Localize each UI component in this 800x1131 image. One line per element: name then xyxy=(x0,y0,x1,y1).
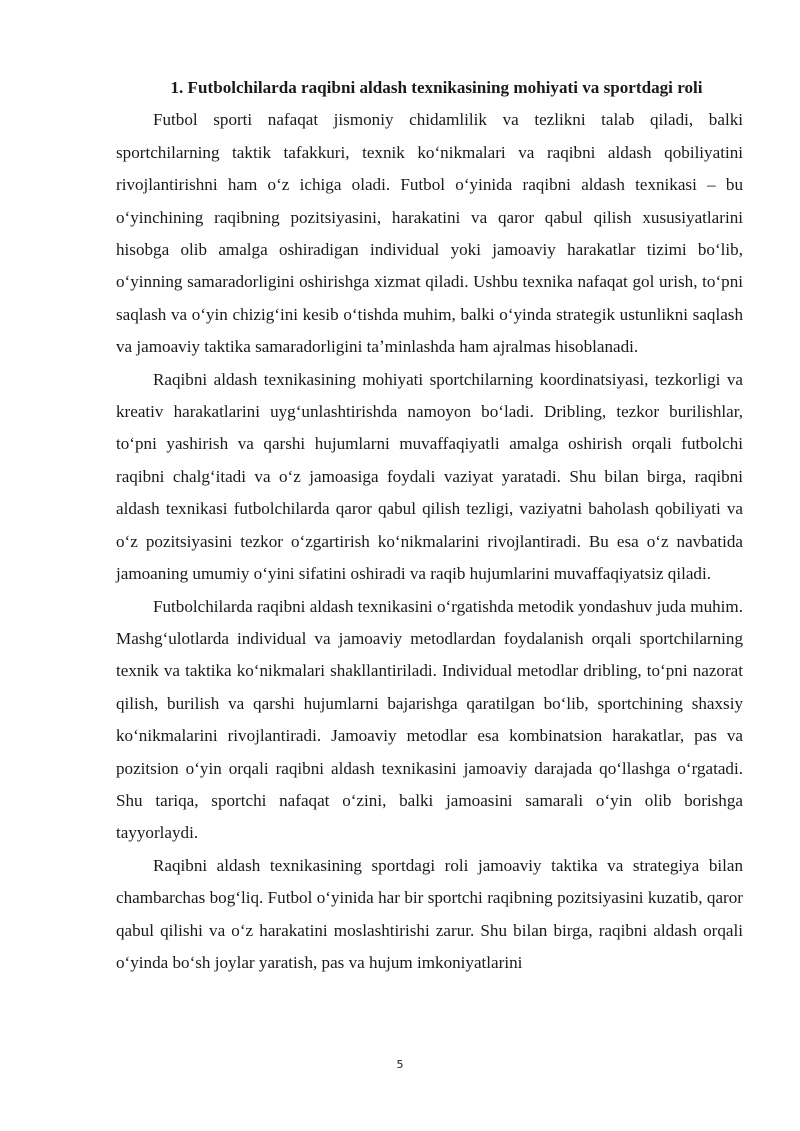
page-body xyxy=(116,72,743,979)
paragraph-4: Raqibni aldash texnikasining sportdagi roli jamoaviy taktika va strategiya bilan chambarchas bogʻliq. Futbol oʻyinida har bir sportchi raqibning pozitsiyasini kuzatib, qaror qabul qilishi va oʻz harakatini moslashtirishi zarur. Shu bilan birga, raqibni aldash orqali oʻyinda boʻsh joylar yaratish, pas va hujum imkoniyatlarini xyxy=(116,855,743,972)
section-heading: 1. Futbolchilarda raqibni aldash texnikasining mohiyati va sportdagi roli xyxy=(170,78,703,97)
paragraph-1: Futbol sporti nafaqat jismoniy chidamlilik va tezlikni talab qiladi, balki sportchilarning taktik tafakkuri, texnik koʻnikmalari va raqibni aldash qobiliyatini rivojlantirishni ham oʻz ichiga oladi. Futbol oʻyinida raqibni aldash texnikasi – bu oʻyinchining raqibning pozitsiyasini, harakatini va qaror qabul qilish xususiyatlarini hisobga olib amalga oshiradigan individual yoki jamoaviy harakatlar tizimi boʻlib, oʻyinning samaradorligini oshirishga xizmat qiladi. Ushbu texnika nafaqat gol urish, toʻpni saqlash va oʻyin chizigʻini kesib oʻtishda muhim, balki oʻyinda strategik ustunlikni saqlash va jamoaviy taktika samaradorligini taʼminlashda ham ajralmas hisoblanadi. xyxy=(116,110,743,357)
paragraph-3: Futbolchilarda raqibni aldash texnikasini oʻrgatishda metodik yondashuv juda muhim. Mashgʻulotlarda individual va jamoaviy metodlardan foydalanish orqali sportchilarning texnik va taktika koʻnikmalari shakllantiriladi. Individual metodlar dribling, toʻpni nazorat qilish, burilish va qarshi hujumlarni bajarishga qaratilgan boʻlib, sportchining shaxsiy koʻnikmalarini rivojlantiradi. Jamoaviy metodlar esa kombinatsion harakatlar, pas va pozitsion oʻyin orqali raqibni aldash texnikasini jamoaviy darajada qoʻllashga oʻrgatadi. Shu tariqa, sportchi nafaqat oʻzini, balki jamoasini samarali oʻyin olib borishga tayyorlaydi. xyxy=(116,596,743,843)
paragraph-2: Raqibni aldash texnikasining mohiyati sportchilarning koordinatsiyasi, tezkorligi va kreativ harakatlarini uygʻunlashtirishda namoyon boʻladi. Dribling, tezkor burilishlar, toʻpni yashirish va qarshi hujumlarni muvaffaqiyatli amalga oshirish orqali futbolchi raqibni chalgʻitadi va oʻz jamoasiga foydali vaziyat yaratadi. Shu bilan birga, raqibni aldash texnikasi futbolchilarda qaror qabul qilish tezligi, vaziyatni baholash qobiliyati va oʻz pozitsiyasini tezkor oʻzgartirish koʻnikmalarini rivojlantiradi. Bu esa oʻz navbatida jamoaning umumiy oʻyini sifatini oshiradi va raqib hujumlarini muvaffaqiyatsiz qiladi. xyxy=(116,369,743,584)
page-number: 5 xyxy=(396,1058,404,1071)
